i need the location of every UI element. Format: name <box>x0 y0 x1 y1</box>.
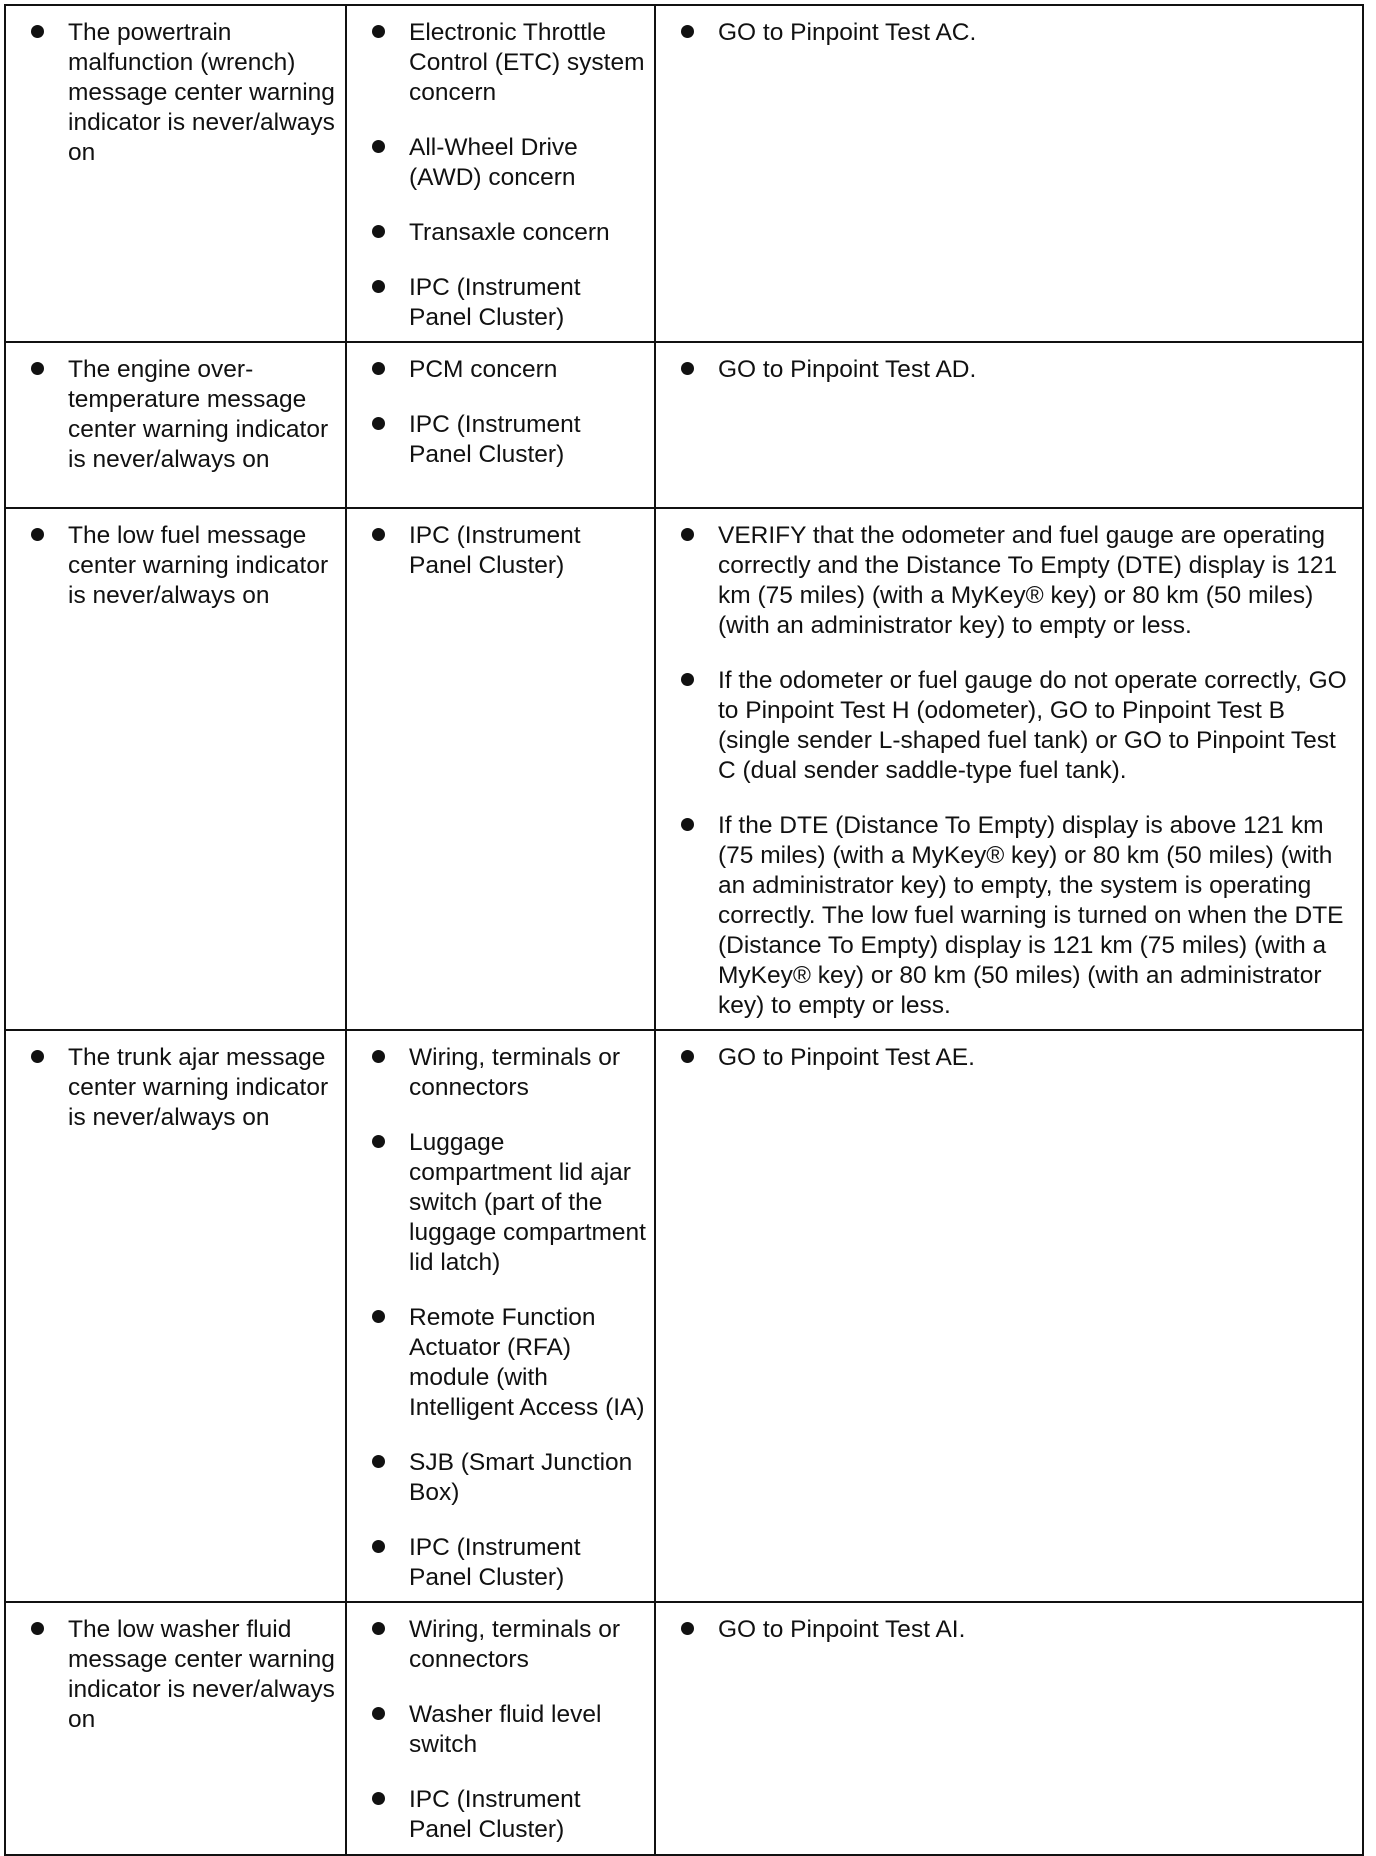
table-row <box>5 1602 1363 1855</box>
cause-item: IPC (Instrument Panel Cluster) <box>369 1533 646 1593</box>
symptom-text: The low washer fluid message center warning indicator is never/always on <box>28 1615 337 1735</box>
cause-item: Remote Function Actuator (RFA) module (with Intelligent Access (IA) <box>369 1303 646 1423</box>
symptom-cell <box>5 1030 346 1602</box>
cause-cell <box>346 5 655 342</box>
action-cell <box>655 508 1363 1030</box>
action-cell <box>655 342 1363 508</box>
action-item: VERIFY that the odometer and fuel gauge are operating correctly and the Distance To Empty (DTE) display is 121 km (75 miles) (with a MyKey® key) or 80 km (50 miles) (with an administrator key) to empty or less. <box>678 521 1354 641</box>
cause-item: Wiring, terminals or connectors <box>369 1615 646 1675</box>
symptom-cell <box>5 342 346 508</box>
symptom-table <box>4 4 1364 1856</box>
cause-item: Transaxle concern <box>369 218 646 248</box>
table-row <box>5 5 1363 342</box>
symptom-text: The powertrain malfunction (wrench) message center warning indicator is never/always on <box>28 18 337 168</box>
action-item: GO to Pinpoint Test AD. <box>678 355 1354 385</box>
symptom-cell <box>5 508 346 1030</box>
cause-item: IPC (Instrument Panel Cluster) <box>369 273 646 333</box>
table-row <box>5 508 1363 1030</box>
action-item: GO to Pinpoint Test AC. <box>678 18 1354 48</box>
table-row <box>5 1030 1363 1602</box>
symptom-text: The trunk ajar message center warning indicator is never/always on <box>28 1043 337 1133</box>
cause-item: SJB (Smart Junction Box) <box>369 1448 646 1508</box>
cause-item: IPC (Instrument Panel Cluster) <box>369 410 646 470</box>
cause-item: Washer fluid level switch <box>369 1700 646 1760</box>
action-item: GO to Pinpoint Test AE. <box>678 1043 1354 1073</box>
table-row <box>5 342 1363 508</box>
cause-item: IPC (Instrument Panel Cluster) <box>369 521 646 581</box>
action-item: If the odometer or fuel gauge do not operate correctly, GO to Pinpoint Test H (odometer), GO to Pinpoint Test B (single sender L-shaped fuel tank) or GO to Pinpoint Test C (dual sender saddle-type fuel tank). <box>678 666 1354 786</box>
cause-cell <box>346 508 655 1030</box>
cause-item: Wiring, terminals or connectors <box>369 1043 646 1103</box>
action-cell <box>655 1030 1363 1602</box>
cause-cell <box>346 1602 655 1855</box>
action-item: GO to Pinpoint Test AI. <box>678 1615 1354 1645</box>
cause-item: All-Wheel Drive (AWD) concern <box>369 133 646 193</box>
symptom-text: The engine over-temperature message center warning indicator is never/always on <box>28 355 337 475</box>
symptom-text: The low fuel message center warning indicator is never/always on <box>28 521 337 611</box>
symptom-chart <box>4 4 1362 1843</box>
cause-item: Luggage compartment lid ajar switch (part of the luggage compartment lid latch) <box>369 1128 646 1278</box>
action-cell <box>655 5 1363 342</box>
cause-cell <box>346 342 655 508</box>
action-item: If the DTE (Distance To Empty) display is above 121 km (75 miles) (with a MyKey® key) or 80 km (50 miles) (with an administrator key) to empty, the system is operating correctly. The low fuel warning is turned on when the DTE (Distance To Empty) display is 121 km (75 miles) (with a MyKey® key) or 80 km (50 miles) (with an administrator key) to empty or less. <box>678 811 1354 1021</box>
cause-item: Electronic Throttle Control (ETC) system concern <box>369 18 646 108</box>
cause-item: PCM concern <box>369 355 646 385</box>
cause-item: IPC (Instrument Panel Cluster) <box>369 1785 646 1845</box>
cause-cell <box>346 1030 655 1602</box>
symptom-cell <box>5 5 346 342</box>
symptom-cell <box>5 1602 346 1855</box>
action-cell <box>655 1602 1363 1855</box>
